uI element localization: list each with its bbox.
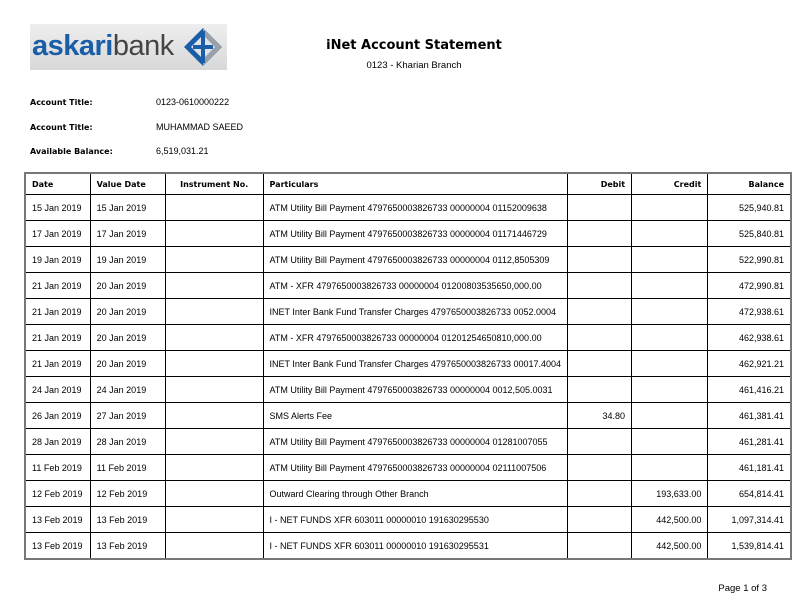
table-row — [25, 455, 791, 481]
column-header-value-date: Value Date — [90, 173, 165, 195]
cell-debit — [568, 351, 632, 377]
cell-credit — [632, 403, 708, 429]
cell-balance: 1,097,314.41 — [708, 507, 791, 533]
cell-debit — [568, 221, 632, 247]
cell-debit — [568, 195, 632, 221]
cell-value-date: 12 Feb 2019 — [90, 481, 165, 507]
cell-particulars: SMS Alerts Fee — [263, 403, 568, 429]
cell-value-date: 11 Feb 2019 — [90, 455, 165, 481]
cell-balance: 522,990.81 — [708, 247, 791, 273]
cell-instrument — [165, 273, 263, 299]
cell-particulars: ATM - XFR 4797650003826733 00000004 01200803535650,000.00 — [263, 273, 568, 299]
cell-value-date: 15 Jan 2019 — [90, 195, 165, 221]
cell-particulars: INET Inter Bank Fund Transfer Charges 4797650003826733 0052.0004 — [263, 299, 568, 325]
logo-wordmark: askaribank — [32, 30, 174, 62]
cell-credit — [632, 247, 708, 273]
cell-particulars: ATM Utility Bill Payment 4797650003826733 00000004 01281007055 — [263, 429, 568, 455]
table-row — [25, 507, 791, 533]
account-number-value: 0123-0610000222 — [156, 97, 230, 107]
cell-date: 21 Jan 2019 — [25, 299, 90, 325]
cell-debit — [568, 481, 632, 507]
table-row — [25, 481, 791, 507]
cell-instrument — [165, 299, 263, 325]
cell-credit: 442,500.00 — [632, 533, 708, 560]
column-header-particulars: Particulars — [263, 173, 568, 195]
cell-balance: 1,539,814.41 — [708, 533, 791, 560]
branch-name: 0123 - Kharian Branch — [366, 60, 462, 71]
cell-instrument — [165, 221, 263, 247]
cell-credit — [632, 351, 708, 377]
cell-value-date: 27 Jan 2019 — [90, 403, 165, 429]
account-title-label: Account Title: — [30, 123, 93, 132]
cell-debit — [568, 455, 632, 481]
askari-diamond-logo-icon — [183, 27, 223, 67]
page-number: Page 1 of 3 — [718, 583, 767, 594]
cell-balance: 525,940.81 — [708, 195, 791, 221]
cell-value-date: 17 Jan 2019 — [90, 221, 165, 247]
table-row — [25, 403, 791, 429]
cell-value-date: 20 Jan 2019 — [90, 351, 165, 377]
cell-date: 21 Jan 2019 — [25, 273, 90, 299]
cell-credit — [632, 221, 708, 247]
cell-debit — [568, 325, 632, 351]
cell-particulars: INET Inter Bank Fund Transfer Charges 4797650003826733 00017.4004 — [263, 351, 568, 377]
cell-balance: 472,990.81 — [708, 273, 791, 299]
cell-balance: 461,181.41 — [708, 455, 791, 481]
table-row — [25, 195, 791, 221]
available-balance-label: Available Balance: — [30, 147, 113, 156]
cell-instrument — [165, 481, 263, 507]
cell-instrument — [165, 325, 263, 351]
cell-value-date: 28 Jan 2019 — [90, 429, 165, 455]
cell-date: 21 Jan 2019 — [25, 351, 90, 377]
cell-balance: 462,938.61 — [708, 325, 791, 351]
cell-credit — [632, 429, 708, 455]
cell-balance: 472,938.61 — [708, 299, 791, 325]
cell-debit — [568, 429, 632, 455]
cell-balance: 461,381.41 — [708, 403, 791, 429]
table-row — [25, 325, 791, 351]
cell-debit — [568, 247, 632, 273]
table-row — [25, 221, 791, 247]
cell-debit — [568, 507, 632, 533]
account-title-value: MUHAMMAD SAEED — [156, 122, 244, 132]
column-header-instrument: Instrument No. — [165, 173, 263, 195]
cell-debit — [568, 299, 632, 325]
table-row — [25, 273, 791, 299]
cell-particulars: Outward Clearing through Other Branch — [263, 481, 568, 507]
cell-debit: 34.80 — [568, 403, 632, 429]
cell-credit: 442,500.00 — [632, 507, 708, 533]
cell-date: 19 Jan 2019 — [25, 247, 90, 273]
cell-value-date: 13 Feb 2019 — [90, 507, 165, 533]
table-row — [25, 351, 791, 377]
cell-credit — [632, 195, 708, 221]
cell-instrument — [165, 429, 263, 455]
cell-credit — [632, 377, 708, 403]
cell-instrument — [165, 507, 263, 533]
cell-particulars: ATM Utility Bill Payment 4797650003826733 00000004 0112,8505309 — [263, 247, 568, 273]
cell-date: 13 Feb 2019 — [25, 507, 90, 533]
cell-instrument — [165, 403, 263, 429]
cell-particulars: ATM Utility Bill Payment 4797650003826733 00000004 02111007506 — [263, 455, 568, 481]
cell-value-date: 20 Jan 2019 — [90, 273, 165, 299]
cell-value-date: 13 Feb 2019 — [90, 533, 165, 560]
cell-instrument — [165, 455, 263, 481]
account-number-label: Account Title: — [30, 98, 93, 107]
cell-debit — [568, 533, 632, 560]
table-row — [25, 299, 791, 325]
column-header-balance: Balance — [708, 173, 791, 195]
cell-particulars: I - NET FUNDS XFR 603011 00000010 191630295531 — [263, 533, 568, 560]
cell-date: 21 Jan 2019 — [25, 325, 90, 351]
cell-particulars: ATM Utility Bill Payment 4797650003826733 00000004 01171446729 — [263, 221, 568, 247]
cell-instrument — [165, 377, 263, 403]
column-header-credit: Credit — [632, 173, 708, 195]
cell-balance: 462,921.21 — [708, 351, 791, 377]
cell-debit — [568, 377, 632, 403]
cell-value-date: 20 Jan 2019 — [90, 325, 165, 351]
table-row — [25, 533, 791, 560]
cell-date: 26 Jan 2019 — [25, 403, 90, 429]
page-title: iNet Account Statement — [326, 38, 502, 53]
cell-particulars: I - NET FUNDS XFR 603011 00000010 191630295530 — [263, 507, 568, 533]
cell-balance: 654,814.41 — [708, 481, 791, 507]
cell-instrument — [165, 195, 263, 221]
cell-instrument — [165, 351, 263, 377]
cell-particulars: ATM Utility Bill Payment 4797650003826733 00000004 01152009638 — [263, 195, 568, 221]
cell-date: 11 Feb 2019 — [25, 455, 90, 481]
cell-credit: 193,633.00 — [632, 481, 708, 507]
cell-particulars: ATM - XFR 4797650003826733 00000004 01201254650810,000.00 — [263, 325, 568, 351]
table-header-row — [25, 173, 791, 195]
cell-particulars: ATM Utility Bill Payment 4797650003826733 00000004 0012,505.0031 — [263, 377, 568, 403]
cell-balance: 525,840.81 — [708, 221, 791, 247]
cell-balance: 461,416.21 — [708, 377, 791, 403]
cell-instrument — [165, 533, 263, 560]
cell-credit — [632, 455, 708, 481]
cell-date: 15 Jan 2019 — [25, 195, 90, 221]
cell-date: 17 Jan 2019 — [25, 221, 90, 247]
cell-balance: 461,281.41 — [708, 429, 791, 455]
cell-value-date: 24 Jan 2019 — [90, 377, 165, 403]
cell-credit — [632, 273, 708, 299]
transactions-table — [24, 172, 792, 560]
cell-date: 28 Jan 2019 — [25, 429, 90, 455]
column-header-date: Date — [25, 173, 90, 195]
table-row — [25, 247, 791, 273]
cell-value-date: 19 Jan 2019 — [90, 247, 165, 273]
cell-credit — [632, 299, 708, 325]
cell-instrument — [165, 247, 263, 273]
cell-debit — [568, 273, 632, 299]
cell-date: 24 Jan 2019 — [25, 377, 90, 403]
askari-bank-logo — [30, 24, 227, 70]
cell-date: 12 Feb 2019 — [25, 481, 90, 507]
available-balance-value: 6,519,031.21 — [156, 146, 209, 156]
cell-credit — [632, 325, 708, 351]
cell-value-date: 20 Jan 2019 — [90, 299, 165, 325]
cell-date: 13 Feb 2019 — [25, 533, 90, 560]
table-row — [25, 429, 791, 455]
column-header-debit: Debit — [568, 173, 632, 195]
table-row — [25, 377, 791, 403]
